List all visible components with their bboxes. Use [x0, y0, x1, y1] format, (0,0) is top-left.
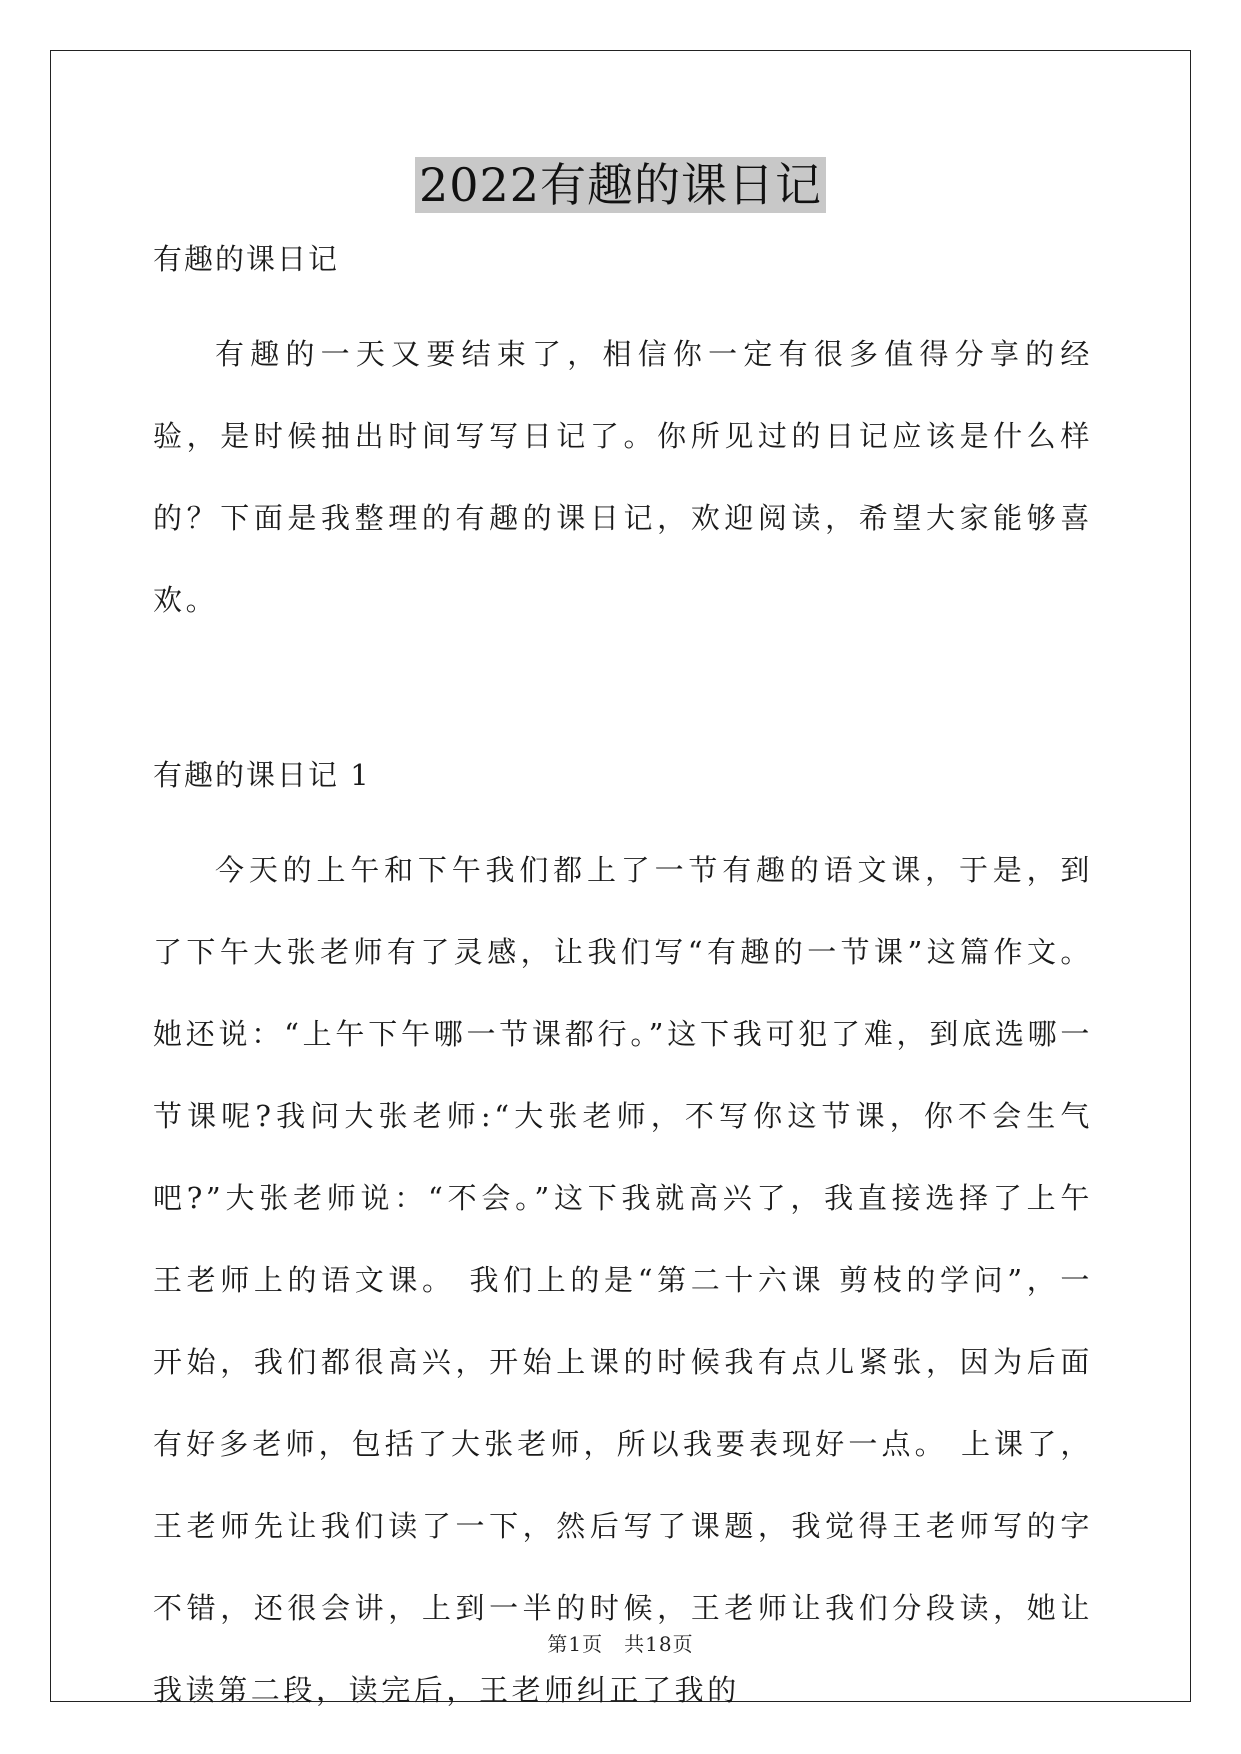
spacer: [153, 641, 1093, 751]
document-body: [153, 235, 1093, 1731]
intro-paragraph: 有趣的一天又要结束了，相信你一定有很多值得分享的经验，是时候抽出时间写写日记了。你所见过的日记应该是什么样的？下面是我整理的有趣的课日记，欢迎阅读，希望大家能够喜欢。: [153, 337, 1093, 617]
page-number-footer: 第1页 共18页: [547, 1632, 694, 1656]
title-container: [0, 157, 1241, 213]
document-subtitle: 有趣的课日记: [153, 242, 340, 276]
document-title: 2022有趣的课日记: [415, 157, 826, 213]
section-body-paragraph: 今天的上午和下午我们都上了一节有趣的语文课，于是，到了下午大张老师有了灵感，让我们写“有趣的一节课”这篇作文。她还说：“上午下午哪一节课都行。”这下我可犯了难，到底选哪一节课呢?我问大张老师:“大张老师，不写你这节课，你不会生气吧?”大张老师说：“不会。”这下我就高兴了，我直接选择了上午王老师上的语文课。 我们上的是“第二十六课 剪枝的学问”，一开始，我们都很高兴，开始上课的时候我有点儿紧张，因为后面有好多老师，包括了大张老师，所以我要表现好一点。 上课了，王老师先让我们读了一下，然后写了课题，我觉得王老师写的字不错，还很会讲，上到一半的时候，王老师让我们分段读，她让我读第二段，读完后，王老师纠正了我的: [153, 853, 1093, 1707]
spacer: [153, 283, 1093, 313]
spacer: [153, 799, 1093, 829]
section-heading: 有趣的课日记 1: [153, 758, 371, 792]
